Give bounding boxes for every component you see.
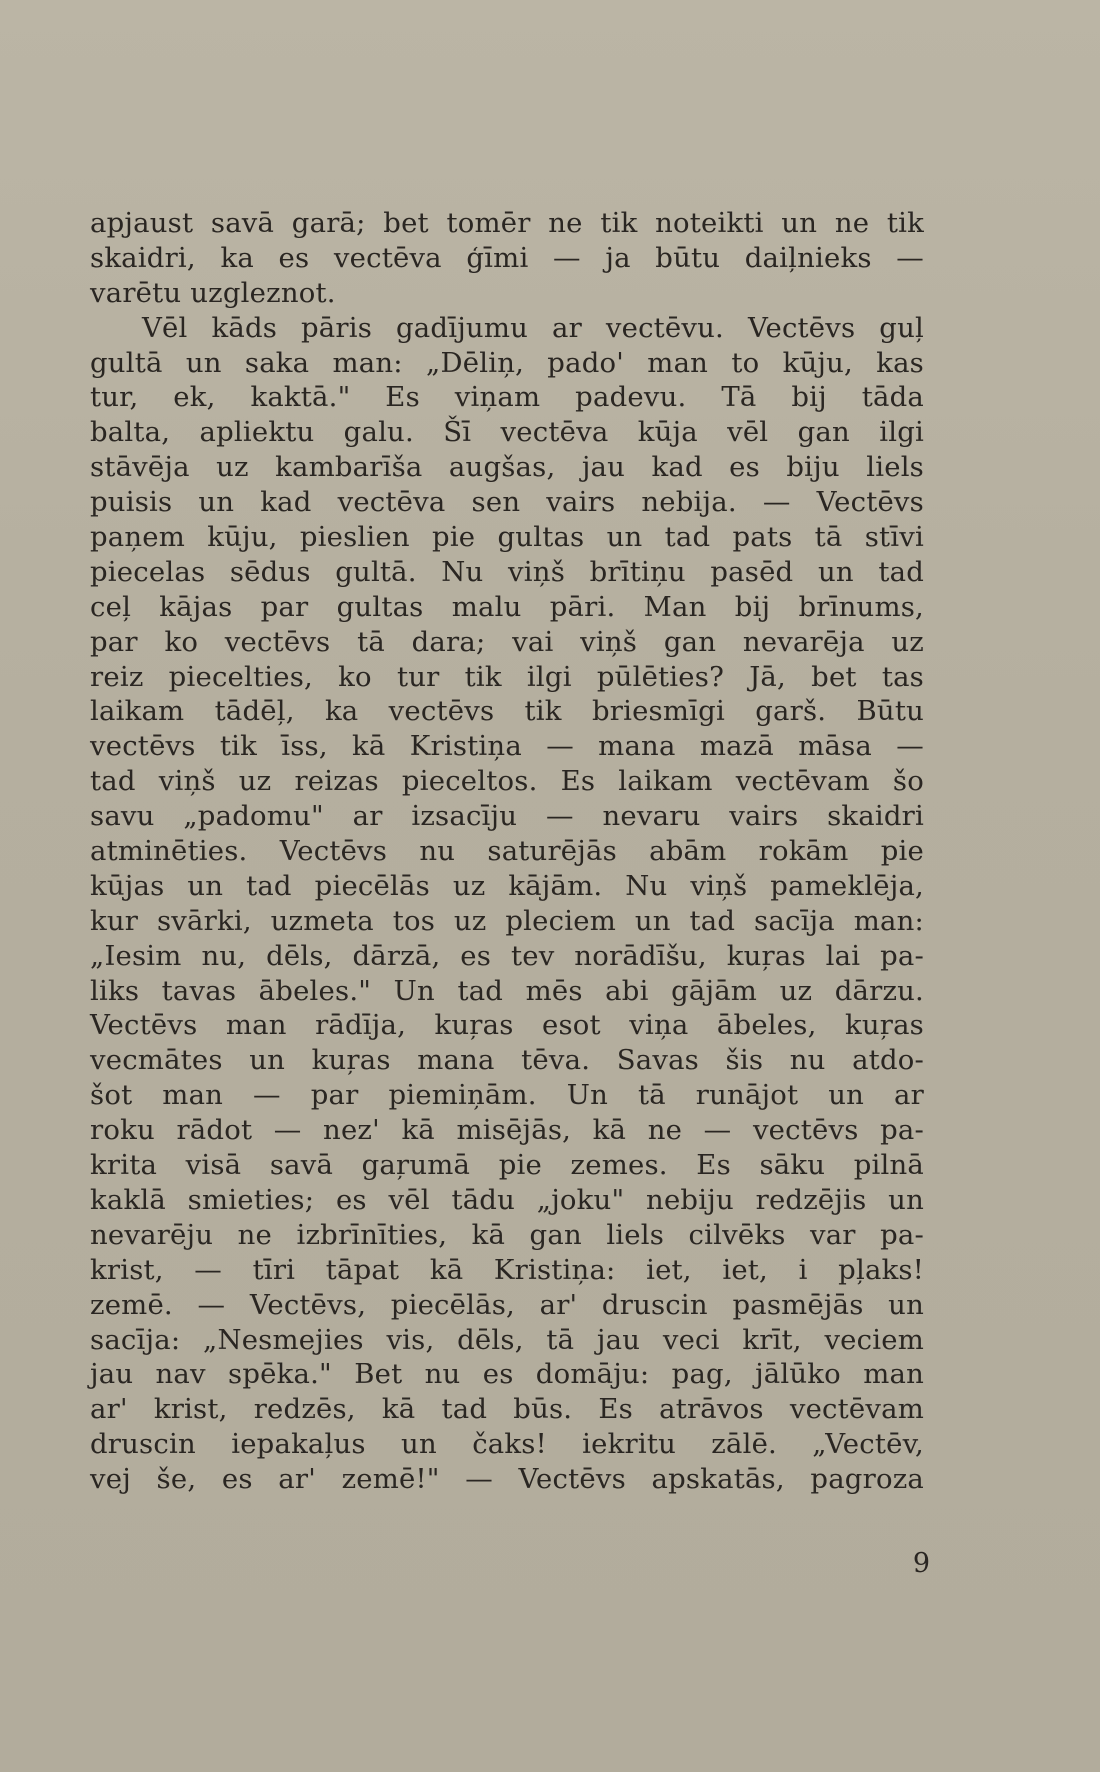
text-line: varētu uzgleznot.: [90, 276, 336, 309]
text-line: vecmātes un kuŗas mana tēva. Savas šis nu atdo-: [90, 1044, 924, 1077]
text-line: zemē. — Vectēvs, piecēlās, ar' druscin pasmējās un: [90, 1288, 924, 1321]
text-line: krita visā savā gaŗumā pie zemes. Es sāku pilnā: [90, 1149, 924, 1182]
text-line: Vēl kāds pāris gadījumu ar vectēvu. Vectēvs guļ: [142, 311, 924, 344]
text-line: balta, apliektu galu. Šī vectēva kūja vēl gan ilgi: [90, 416, 924, 449]
text-line: vej še, es ar' zemē!" — Vectēvs apskatās, pagroza: [90, 1463, 924, 1496]
text-line: paņem kūju, pieslien pie gultas un tad pats tā stīvi: [90, 521, 924, 554]
text-line: jau nav spēka." Bet nu es domāju: pag, jālūko man: [90, 1358, 924, 1391]
text-line: gultā un saka man: „Dēliņ, pado' man to kūju, kas: [90, 346, 924, 379]
text-line: „Iesim nu, dēls, dārzā, es tev norādīšu, kuŗas lai pa-: [90, 939, 924, 972]
text-line: reiz piecelties, ko tur tik ilgi pūlēties? Jā, bet tas: [90, 660, 924, 693]
text-line: stāvēja uz kambarīša augšas, jau kad es biju liels: [90, 451, 924, 484]
text-line: Vectēvs man rādīja, kuŗas esot viņa ābeles, kuŗas: [90, 1009, 924, 1042]
text-line: krist, — tīri tāpat kā Kristiņa: iet, iet, i pļaks!: [90, 1253, 924, 1286]
text-line: tad viņš uz reizas pieceltos. Es laikam vectēvam šo: [90, 765, 924, 798]
text-line: liks tavas ābeles." Un tad mēs abi gājām uz dārzu.: [90, 974, 924, 1007]
text-line: laikam tādēļ, ka vectēvs tik briesmīgi garš. Būtu: [90, 695, 924, 728]
text-line: kur svārki, uzmeta tos uz pleciem un tad sacīja man:: [90, 904, 924, 937]
text-line: roku rādot — nez' kā misējās, kā ne — vectēvs pa-: [90, 1114, 924, 1147]
text-line: puisis un kad vectēva sen vairs nebija. — Vectēvs: [90, 486, 924, 519]
text-line: ceļ kājas par gultas malu pāri. Man bij brīnums,: [90, 590, 924, 623]
text-line: savu „padomu" ar izsacīju — nevaru vairs skaidri: [90, 800, 924, 833]
text-line: kaklā smieties; es vēl tādu „joku" nebiju redzējis un: [90, 1183, 924, 1216]
text-line: vectēvs tik īss, kā Kristiņa — mana mazā māsa —: [90, 730, 924, 763]
text-line: nevarēju ne izbrīnīties, kā gan liels cilvēks var pa-: [90, 1218, 924, 1251]
page-number: 9: [912, 1548, 930, 1579]
text-line: skaidri, ka es vectēva ģīmi — ja būtu daiļnieks —: [90, 241, 924, 274]
text-line: par ko vectēvs tā dara; vai viņš gan nevarēja uz: [90, 625, 924, 658]
text-line: kūjas un tad piecēlās uz kājām. Nu viņš pameklēja,: [90, 869, 924, 902]
text-line: druscin iepakaļus un čaks! iekritu zālē. „Vectēv,: [90, 1428, 924, 1461]
text-line: atminēties. Vectēvs nu saturējās abām rokām pie: [90, 835, 924, 868]
text-line: tur, ek, kaktā." Es viņam padevu. Tā bij tāda: [90, 381, 924, 414]
text-line: piecelas sēdus gultā. Nu viņš brītiņu pasēd un tad: [90, 555, 924, 588]
text-line: apjaust savā garā; bet tomēr ne tik noteikti un ne tik: [90, 207, 924, 239]
body-text: [90, 206, 924, 1497]
text-line: ar' krist, redzēs, kā tad būs. Es atrāvos vectēvam: [90, 1393, 924, 1426]
text-line: sacīja: „Nesmejies vis, dēls, tā jau veci krīt, veciem: [90, 1323, 924, 1356]
text-line: šot man — par piemiņām. Un tā runājot un ar: [90, 1079, 924, 1112]
